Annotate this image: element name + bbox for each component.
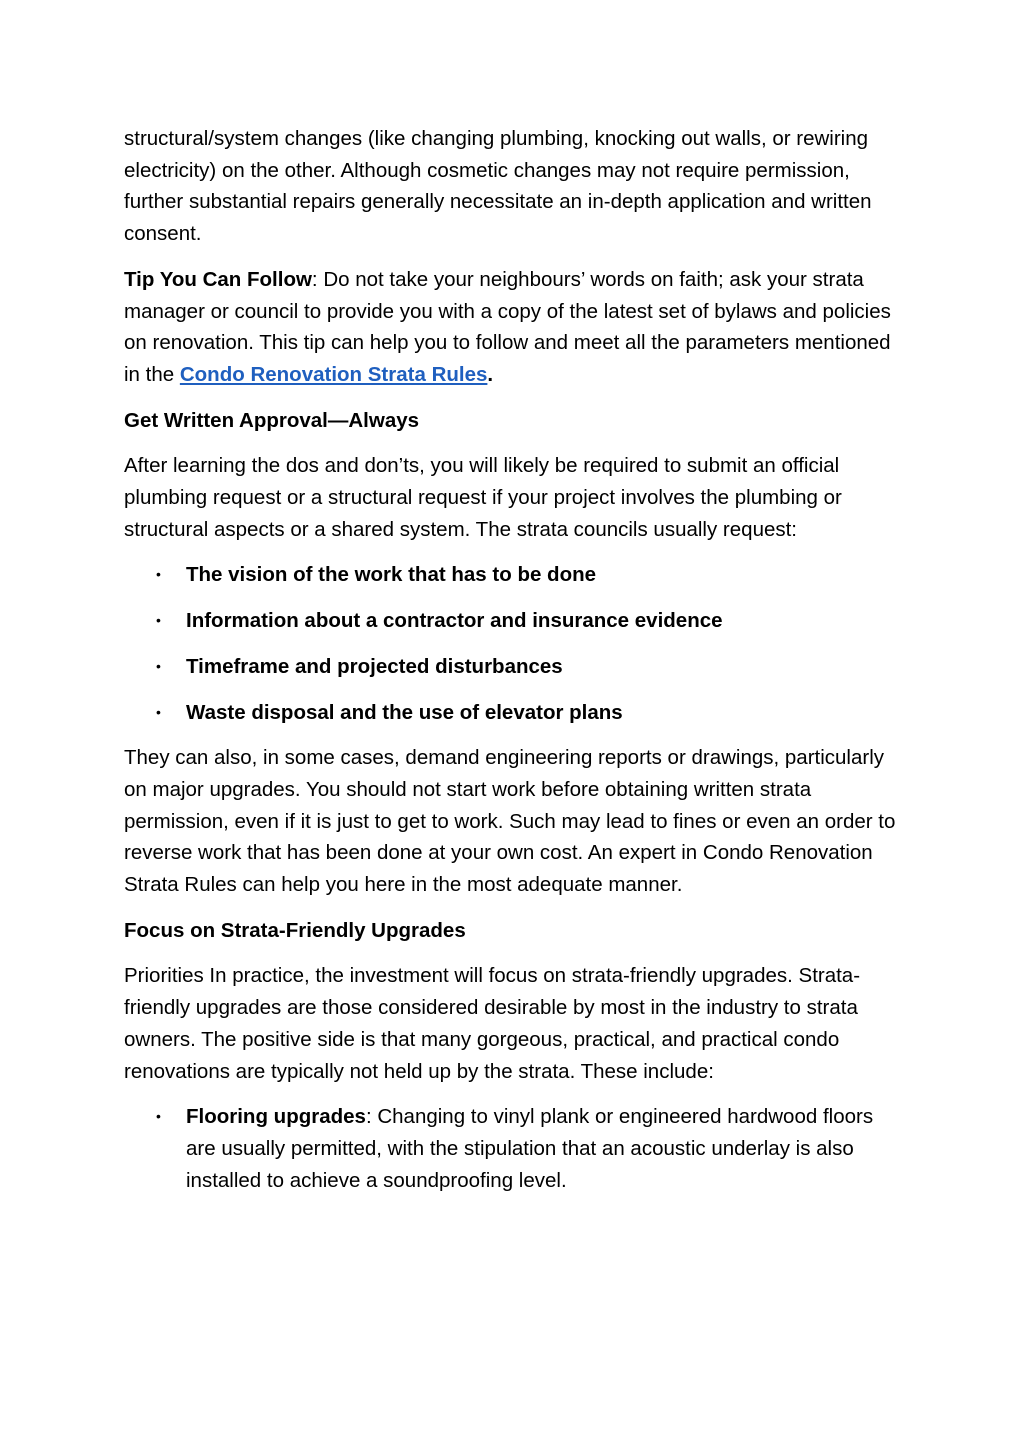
list-item (124, 1101, 904, 1196)
list-item-text: Waste disposal and the use of elevator plans (186, 700, 623, 724)
paragraph-after-learning: After learning the dos and don’ts, you will likely be required to submit an official plumbing request or a structural request if your project involves the plumbing or structural aspects or a shared system. The strata councils usually request: (124, 454, 842, 541)
list-item-text: Timeframe and projected disturbances (186, 654, 563, 678)
tip-label: Tip You Can Follow (124, 267, 312, 291)
bullet-icon: • (156, 566, 161, 583)
request-list (124, 559, 904, 728)
bullet-icon: • (156, 703, 161, 720)
list-item (124, 559, 904, 591)
tip-period: . (487, 362, 494, 386)
heading-focus-on-upgrades: Focus on Strata-Friendly Upgrades (124, 918, 466, 942)
paragraph-priorities: Priorities In practice, the investment will focus on strata-friendly upgrades. Strata-friendly upgrades are those considered desirable by most in the industry to strata owners. The positive side is that many gorgeous, practical, and practical condo renovations are typically not held up by the strata. These include: (124, 964, 861, 1083)
bullet-icon: • (156, 657, 161, 674)
list-item (124, 651, 904, 683)
heading-get-written-approval: Get Written Approval—Always (124, 408, 420, 432)
list-item-text: Information about a contractor and insurance evidence (186, 609, 723, 633)
document-page (124, 123, 904, 1210)
bullet-icon: • (156, 612, 161, 629)
condo-renovation-strata-rules-link[interactable]: Condo Renovation Strata Rules (179, 362, 488, 386)
upgrades-list (124, 1101, 904, 1196)
paragraph-structural-changes: structural/system changes (like changing plumbing, knocking out walls, or rewiring electricity) on the other. Although cosmetic changes may not require permission, further substantial repairs generally necessitate an in-depth application and written consent. (124, 127, 872, 246)
list-item-text: The vision of the work that has to be done (186, 563, 597, 587)
paragraph-tip (124, 264, 904, 391)
list-item (124, 697, 904, 729)
flooring-upgrades-text: : Changing to vinyl plank or engineered hardwood floors are usually permitted, with the stipulation that an acoustic underlay is also installed to achieve a soundproofing level. (186, 1105, 874, 1192)
flooring-upgrades-label: Flooring upgrades (186, 1105, 366, 1129)
bullet-icon: • (156, 1108, 161, 1125)
list-item (124, 605, 904, 637)
paragraph-engineering-reports: They can also, in some cases, demand engineering reports or drawings, particularly on major upgrades. You should not start work before obtaining written strata permission, even if it is just to get to work. Such may lead to fines or even an order to reverse work that has been done at your own cost. An expert in Condo Renovation Strata Rules can help you here in the most adequate manner. (124, 746, 896, 897)
tip-text: : Do not take your neighbours’ words on faith; ask your strata manager or council to provide you with a copy of the latest set of bylaws and policies on renovation. This tip can help you to follow and meet all the parameters mentioned in the (124, 267, 891, 386)
